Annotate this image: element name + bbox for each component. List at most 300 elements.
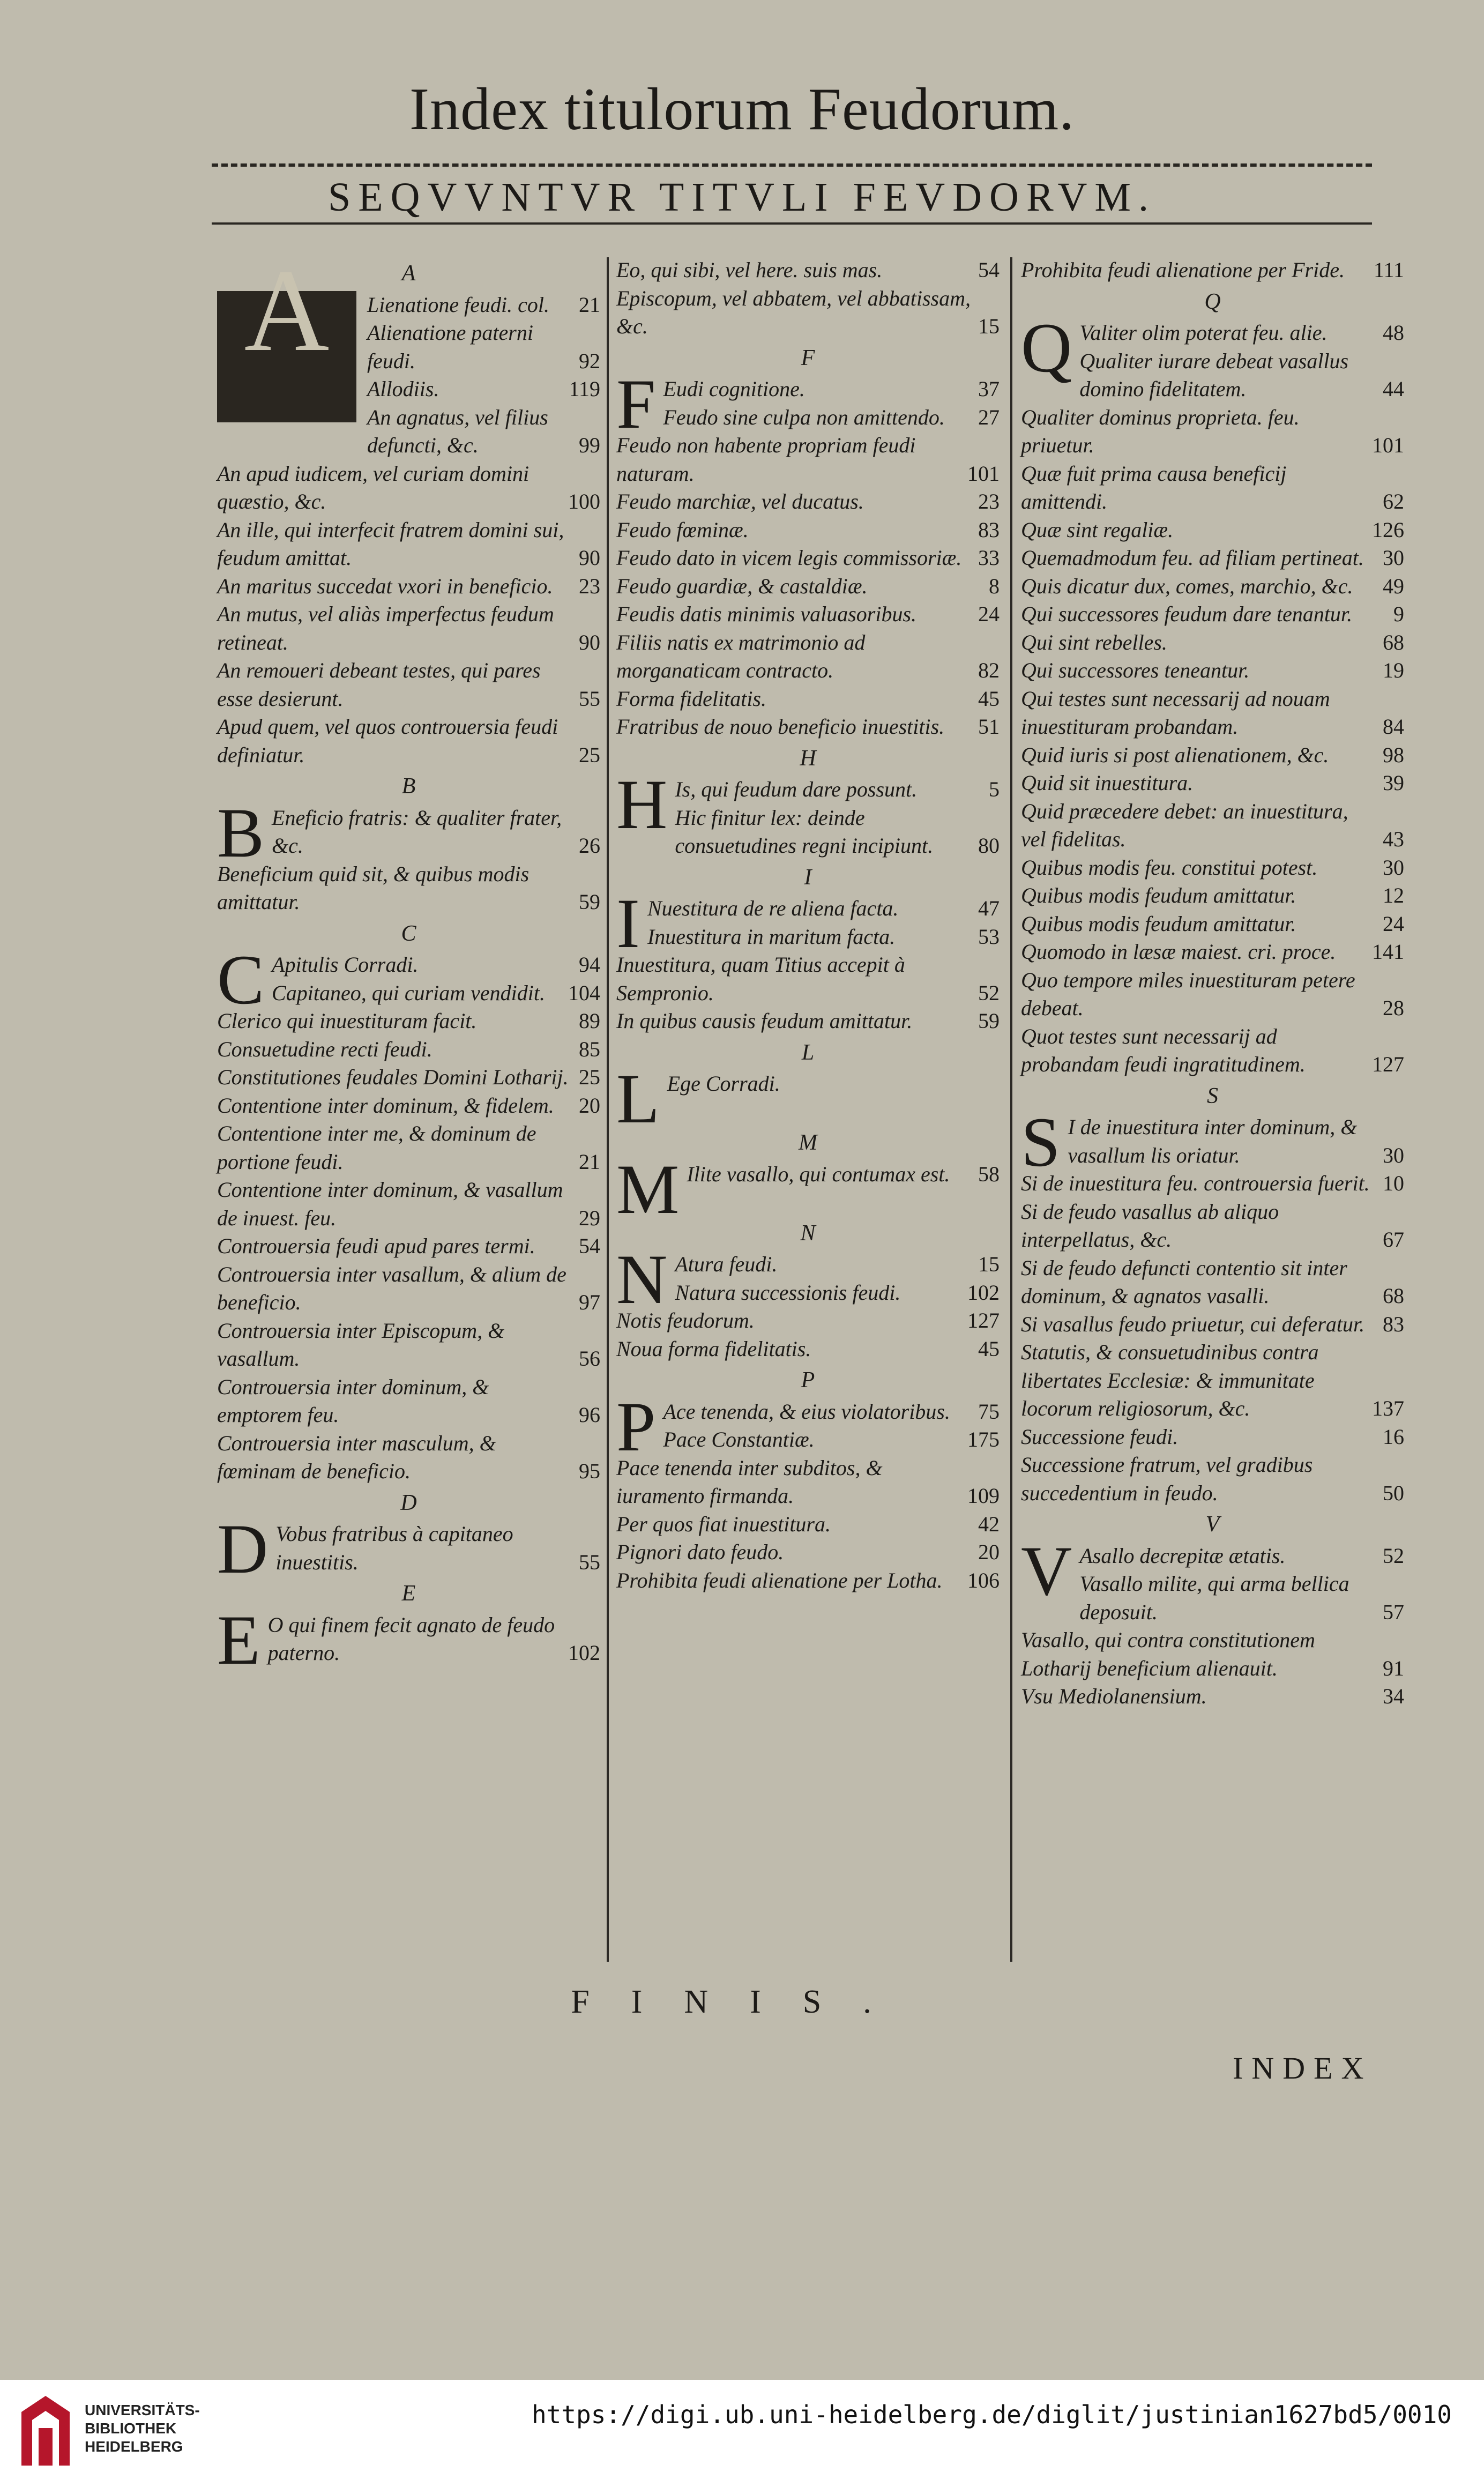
entry-title: Feudo fœminæ. [616, 517, 749, 542]
index-entry [268, 1611, 600, 1667]
index-entry [1021, 1338, 1404, 1423]
entry-column-number: 55 [579, 686, 600, 711]
index-entry [616, 713, 1000, 741]
initial-letter: P [616, 1387, 656, 1466]
index-entry [1021, 1451, 1404, 1507]
section-n [616, 1219, 1000, 1364]
entry-column-number: 53 [978, 924, 1000, 949]
entry-title: Alienatione paterni feudi. [367, 321, 533, 373]
entry-column-number: 59 [978, 1009, 1000, 1033]
title-rule-bottom [212, 222, 1372, 225]
entry-title: Quis dicatur dux, comes, marchio, &c. [1021, 574, 1353, 598]
section-letter: D [400, 1490, 417, 1515]
index-entry [1021, 1023, 1404, 1079]
index-entry [1021, 1626, 1404, 1682]
section-continuation [616, 256, 1000, 341]
section-letter: Q [1204, 289, 1221, 314]
section-h [616, 744, 1000, 860]
index-entry [616, 1567, 1000, 1595]
index-entry [647, 923, 1000, 951]
index-entry [1021, 404, 1404, 460]
entry-title: An agnatus, vel filius defuncti, &c. [367, 405, 548, 457]
initial-letter: Q [1021, 308, 1072, 387]
initial-letter: B [217, 793, 265, 872]
index-entry [675, 1250, 1000, 1279]
entry-title: Beneficium quid sit, & quibus modis amittatur. [217, 861, 530, 914]
column-divider-2 [1010, 257, 1012, 1962]
entry-title: Statutis, & consuetudinibus contra libertates Ecclesiæ: & immunitate locorum religiosorum, &c. [1021, 1340, 1319, 1420]
entry-title: Quibus modis feu. constitui potest. [1021, 855, 1318, 880]
section-letter: L [801, 1040, 815, 1065]
entry-title: Forma fidelitatis. [616, 686, 766, 711]
entry-title: Si de feudo vasallus ab aliquo interpellatus, &c. [1021, 1199, 1279, 1252]
entry-title: Notis feudorum. [616, 1308, 755, 1332]
entry-column-number: 54 [978, 258, 1000, 282]
index-entry [367, 291, 600, 319]
entry-title: Qualiter dominus proprieta. feu. priuetur. [1021, 405, 1300, 457]
entry-column-number: 92 [579, 348, 600, 373]
entry-column-number: 127 [1372, 1052, 1404, 1076]
entry-column-number: 25 [579, 742, 600, 767]
index-entry [616, 285, 1000, 341]
section-s [1021, 1082, 1404, 1508]
entry-title: An apud iudicem, vel curiam domini quæstio, &c. [217, 461, 530, 513]
entry-title: Noua forma fidelitatis. [616, 1336, 811, 1361]
entry-title: Clerico qui inuestituram facit. [217, 1009, 477, 1033]
entry-column-number: 43 [1383, 827, 1404, 851]
index-entry [663, 404, 1000, 432]
entry-column-number: 26 [579, 833, 600, 858]
entry-column-number: 95 [579, 1459, 600, 1483]
section-letter: M [799, 1130, 817, 1155]
entry-title: Quomodo in læsæ maiest. cri. proce. [1021, 940, 1336, 964]
entry-title: In quibus causis feudum amittatur. [616, 1009, 913, 1033]
library-name-line: UNIVERSITÄTS- [85, 2402, 200, 2418]
index-entry [616, 256, 1000, 285]
page-title: Index titulorum Feudorum. [409, 76, 1075, 143]
entry-title: Allodiis. [367, 377, 439, 401]
index-entry [217, 516, 600, 572]
entry-column-number: 59 [579, 890, 600, 914]
entry-column-number: 91 [1383, 1656, 1404, 1680]
index-column-2 [616, 256, 1000, 1595]
initial-letter: V [1021, 1531, 1072, 1610]
entry-title: Eo, qui sibi, vel here. suis mas. [616, 258, 883, 282]
entry-column-number: 51 [978, 714, 1000, 739]
index-entry [616, 1538, 1000, 1567]
section-e [217, 1580, 600, 1679]
entry-column-number: 67 [1383, 1227, 1404, 1252]
entry-title: Qualiter iurare debeat vasallus domino fidelitatem. [1079, 348, 1349, 401]
library-name [85, 2401, 200, 2456]
index-entry [1079, 1570, 1404, 1626]
entry-title: Feudo dato in vicem legis commissoriæ. [616, 546, 962, 570]
entry-column-number: 75 [978, 1399, 1000, 1424]
entry-column-number: 34 [1383, 1684, 1404, 1708]
entry-title: Vasallo milite, qui arma bellica deposuit. [1079, 1572, 1349, 1624]
entry-column-number: 141 [1372, 940, 1404, 964]
entry-column-number: 85 [579, 1037, 600, 1061]
entry-title: Feudo guardiæ, & castaldiæ. [616, 574, 868, 598]
entry-column-number: 30 [1383, 1143, 1404, 1167]
entry-column-number: 29 [579, 1205, 600, 1230]
index-entry [1021, 769, 1404, 798]
index-entry [217, 1036, 600, 1064]
index-entry [616, 488, 1000, 516]
entry-title: Quemadmodum feu. ad filiam pertineat. [1021, 546, 1364, 570]
section-letter: S [1207, 1083, 1218, 1108]
entry-column-number: 102 [568, 1641, 600, 1665]
entry-title: Inuestitura in maritum facta. [647, 924, 896, 949]
entry-column-number: 33 [978, 546, 1000, 570]
entry-title: Vsu Mediolanensium. [1021, 1684, 1207, 1708]
index-entry [275, 1520, 600, 1576]
index-entry [616, 685, 1000, 713]
section-l [616, 1039, 1000, 1138]
index-entry [1021, 657, 1404, 685]
entry-title: Contentione inter dominum, & vasallum de inuest. feu. [217, 1178, 563, 1230]
index-entry [217, 460, 600, 516]
entry-title: Si vasallus feudo priuetur, cui deferatur. [1021, 1312, 1365, 1336]
column-divider-1 [607, 257, 609, 1962]
index-entry [616, 600, 1000, 629]
entry-column-number: 83 [978, 517, 1000, 542]
entry-title: An remoueri debeant testes, qui pares esse desierunt. [217, 658, 541, 711]
initial-letter: A [244, 244, 330, 376]
entry-column-number: 5 [989, 777, 1000, 801]
index-entry [687, 1160, 1000, 1189]
index-entry [272, 979, 600, 1008]
index-entry [1021, 256, 1404, 285]
index-entry [217, 1429, 600, 1486]
index-entry [217, 1261, 600, 1317]
entry-title: Filiis natis ex matrimonio ad morganaticam contracto. [616, 630, 866, 682]
initial-letter: L [616, 1059, 660, 1138]
entry-column-number: 45 [978, 1336, 1000, 1361]
index-entry [647, 895, 1000, 923]
page-url[interactable]: https://digi.ub.uni-heidelberg.de/diglit/justinian1627bd5/0010 [531, 2400, 1452, 2429]
entry-column-number: 106 [967, 1568, 1000, 1592]
entry-column-number: 99 [579, 433, 600, 457]
entry-title: Contentione inter dominum, & fidelem. [217, 1093, 554, 1118]
index-entry [1021, 460, 1404, 516]
entry-title: Pignori dato feudo. [616, 1540, 784, 1564]
entry-title: Valiter olim poterat feu. alie. [1079, 321, 1328, 345]
index-entry [217, 600, 600, 657]
index-entry [616, 951, 1000, 1007]
index-entry [663, 1398, 1000, 1426]
entry-title: Controuersia feudi apud pares termi. [217, 1234, 535, 1258]
index-entry [1021, 572, 1404, 601]
entry-column-number: 47 [978, 896, 1000, 920]
entry-column-number: 30 [1383, 855, 1404, 880]
index-entry [1021, 1198, 1404, 1254]
section-d [217, 1489, 600, 1588]
entry-title: Lienatione feudi. col. [367, 292, 549, 317]
section-p [616, 1366, 1000, 1595]
entry-column-number: 97 [579, 1290, 600, 1314]
entry-column-number: 127 [967, 1308, 1000, 1332]
index-entry [1021, 798, 1404, 854]
index-entry [217, 1007, 600, 1036]
section-letter: C [401, 921, 416, 946]
entry-title: Qui sint rebelles. [1021, 630, 1167, 654]
entry-column-number: 49 [1383, 574, 1404, 598]
entry-column-number: 126 [1372, 517, 1404, 542]
index-column-1 [217, 244, 600, 1679]
entry-column-number: 98 [1383, 742, 1404, 767]
index-entry [1021, 741, 1404, 770]
entry-column-number: 96 [579, 1403, 600, 1427]
section-b [217, 772, 600, 917]
entry-title: Eneficio fratris: & qualiter frater, &c. [272, 805, 562, 858]
finis-text: FINIS. [571, 1984, 913, 2020]
index-entry [1021, 600, 1404, 629]
entry-column-number: 21 [579, 1149, 600, 1174]
entry-title: Ace tenenda, & eius violatoribus. [663, 1399, 950, 1424]
entry-column-number: 44 [1383, 377, 1404, 401]
index-entry [616, 544, 1000, 572]
initial-letter: N [616, 1240, 668, 1319]
section-letter: P [801, 1368, 815, 1393]
index-entry [217, 1120, 600, 1176]
entry-title: Controuersia inter vasallum, & alium de beneficio. [217, 1262, 566, 1314]
index-entry [663, 1426, 1000, 1454]
entry-title: Quo tempore miles inuestituram petere debeat. [1021, 967, 1355, 1020]
index-entry [616, 1454, 1000, 1510]
entry-column-number: 52 [1383, 1543, 1404, 1568]
index-entry [1021, 882, 1404, 910]
section-i [616, 863, 1000, 1036]
entry-title: Pace Constantiæ. [663, 1427, 815, 1451]
entry-column-number: 111 [1373, 258, 1404, 282]
entry-column-number: 30 [1383, 546, 1404, 570]
page-subtitle: SEQVVNTVR TITVLI FEVDORVM. [327, 175, 1157, 220]
entry-title: Prohibita feudi alienatione per Lotha. [616, 1568, 943, 1592]
index-entry [1021, 544, 1404, 572]
entry-column-number: 39 [1383, 771, 1404, 795]
index-entry [1021, 685, 1404, 741]
index-entry [1021, 629, 1404, 657]
section-q [1021, 288, 1404, 1079]
entry-title: Ilite vasallo, qui contumax est. [687, 1161, 950, 1186]
entry-column-number: 27 [978, 405, 1000, 429]
index-entry [1021, 1682, 1404, 1711]
entry-column-number: 58 [978, 1161, 1000, 1186]
index-entry [1079, 1542, 1404, 1570]
entry-column-number: 54 [579, 1234, 600, 1258]
entry-column-number: 20 [978, 1540, 1000, 1564]
entry-title: Successione feudi. [1021, 1424, 1179, 1449]
index-entry [663, 375, 1000, 404]
entry-column-number: 90 [579, 546, 600, 570]
entry-title: Eudi cognitione. [663, 377, 805, 401]
index-entry [675, 804, 1000, 860]
entry-title: Quid iuris si post alienationem, &c. [1021, 742, 1329, 767]
entry-title: Feudis datis minimis valuasoribus. [616, 602, 917, 626]
entry-column-number: 56 [579, 1346, 600, 1371]
entry-title: Feudo non habente propriam feudi naturam. [616, 433, 916, 486]
entry-title: Contentione inter me, & dominum de portione feudi. [217, 1121, 536, 1174]
entry-column-number: 137 [1372, 1396, 1404, 1420]
entry-column-number: 104 [568, 980, 600, 1005]
entry-title: Si de inuestitura feu. controuersia fuerit. [1021, 1171, 1370, 1195]
initial-letter: E [217, 1600, 260, 1679]
section-a [217, 244, 600, 769]
index-entry [217, 657, 600, 713]
entry-column-number: 37 [978, 377, 1000, 401]
index-entry [367, 404, 600, 460]
entry-title: Quæ sint regaliæ. [1021, 517, 1174, 542]
index-entry [1021, 910, 1404, 939]
entry-column-number: 12 [1383, 883, 1404, 907]
section-f [616, 344, 1000, 741]
entry-title: Consuetudine recti feudi. [217, 1037, 432, 1061]
entry-column-number: 8 [989, 574, 1000, 598]
entry-title: An maritus succedat vxori in beneficio. [217, 574, 553, 598]
entry-column-number: 10 [1383, 1171, 1404, 1195]
entry-column-number: 84 [1383, 714, 1404, 739]
entry-title: Nuestitura de re aliena facta. [647, 896, 899, 920]
entry-title: Si de feudo defuncti contentio sit inter dominum, & agnatos vasalli. [1021, 1255, 1347, 1308]
library-name-line: BIBLIOTHEK [85, 2420, 177, 2437]
entry-column-number: 24 [1383, 911, 1404, 936]
entry-column-number: 28 [1383, 996, 1404, 1020]
entry-title: O qui finem fecit agnato de feudo paterno. [267, 1612, 555, 1665]
entry-column-number: 100 [568, 489, 600, 513]
entry-column-number: 90 [579, 630, 600, 654]
index-entry [367, 319, 600, 375]
index-entry [616, 1335, 1000, 1364]
entry-title: Per quos fiat inuestitura. [616, 1511, 831, 1536]
index-entry [217, 1176, 600, 1232]
index-entry [1068, 1113, 1404, 1170]
initial-letter: D [217, 1509, 269, 1588]
entry-title: Inuestitura, quam Titius accepit à Sempronio. [616, 952, 905, 1005]
entry-title: Ege Corradi. [667, 1071, 780, 1096]
index-entry [367, 375, 600, 404]
section-letter: I [804, 865, 812, 890]
section-letter: E [401, 1581, 416, 1606]
entry-column-number: 68 [1383, 1284, 1404, 1308]
entry-title: An ille, qui interfecit fratrem domini sui, feudum amittat. [217, 517, 564, 570]
entry-title: Feudo sine culpa non amittendo. [663, 405, 945, 429]
entry-column-number: 20 [579, 1093, 600, 1118]
initial-letter: C [217, 940, 265, 1019]
index-entry [217, 1373, 600, 1429]
initial-letter: S [1021, 1103, 1061, 1181]
initial-letter: H [616, 765, 668, 844]
entry-column-number: 101 [1372, 433, 1404, 457]
entry-title: Vobus fratribus à capitaneo inuestitis. [275, 1522, 513, 1574]
title-rule-top [212, 163, 1372, 167]
entry-title: Is, qui feudum dare possunt. [675, 777, 918, 801]
entry-title: Quid præcedere debet: an inuestitura, vel fidelitas. [1021, 799, 1348, 851]
index-entry [217, 713, 600, 769]
library-name-line: HEIDELBERG [85, 2438, 183, 2455]
entry-column-number: 16 [1383, 1424, 1404, 1449]
index-entry [217, 1092, 600, 1120]
entry-column-number: 57 [1383, 1599, 1404, 1624]
entry-column-number: 68 [1383, 630, 1404, 654]
index-entry [217, 572, 600, 601]
index-entry [1079, 347, 1404, 404]
entry-column-number: 83 [1383, 1312, 1404, 1336]
entry-column-number: 25 [579, 1065, 600, 1089]
entry-title: Vasallo, qui contra constitutionem Lotharij beneficium alienauit. [1021, 1628, 1315, 1680]
section-letter: F [801, 345, 815, 370]
entry-title: Qui successores feudum dare tenantur. [1021, 602, 1353, 626]
index-entry [1021, 966, 1404, 1023]
section-c [217, 920, 600, 1486]
footer-bar [0, 2380, 1484, 2487]
entry-title: Quibus modis feudum amittatur. [1021, 911, 1296, 936]
section-m [616, 1129, 1000, 1228]
entry-title: An mutus, vel aliàs imperfectus feudum retineat. [217, 602, 554, 654]
entry-column-number: 119 [569, 377, 600, 401]
entry-title: Episcopum, vel abbatem, vel abbatissam, &c. [616, 286, 971, 338]
index-entry [1021, 516, 1404, 545]
entry-title: Apitulis Corradi. [272, 952, 419, 977]
section-letter: H [800, 746, 816, 771]
index-entry [217, 860, 600, 917]
index-entry [675, 776, 1000, 804]
entry-title: Feudo marchiæ, vel ducatus. [616, 489, 864, 513]
entry-title: Constitutiones feudales Domini Lotharij. [217, 1065, 569, 1089]
entry-column-number: 109 [967, 1484, 1000, 1508]
entry-column-number: 42 [978, 1511, 1000, 1536]
decorated-initial [217, 244, 356, 422]
entry-title: Quæ fuit prima causa beneficij amittendi. [1021, 461, 1287, 513]
index-entry [616, 1007, 1000, 1036]
section-continuation [1021, 256, 1404, 285]
entry-title: Hic finitur lex: deinde consuetudines regni incipiunt. [675, 805, 934, 858]
index-entry [1021, 938, 1404, 966]
section-letter: B [401, 774, 416, 799]
entry-column-number: 55 [579, 1550, 600, 1574]
entry-title: I de inuestitura inter dominum, & vasallum lis oriatur. [1068, 1115, 1358, 1167]
entry-title: Quibus modis feudum amittatur. [1021, 883, 1296, 907]
entry-title: Fratribus de nouo beneficio inuestitis. [616, 714, 945, 739]
index-entry [1021, 854, 1404, 882]
entry-title: Qui successores teneantur. [1021, 658, 1250, 682]
entry-title: Pace tenenda inter subditos, & iuramento firmanda. [616, 1455, 883, 1508]
entry-title: Successione fratrum, vel gradibus succedentium in feudo. [1021, 1453, 1313, 1505]
index-entry [616, 516, 1000, 545]
entry-column-number: 62 [1383, 489, 1404, 513]
entry-title: Asallo decrepitæ ætatis. [1079, 1543, 1286, 1568]
index-entry [616, 431, 1000, 488]
index-entry [272, 804, 600, 860]
initial-letter: I [616, 884, 640, 963]
index-entry [667, 1070, 1000, 1098]
entry-column-number: 45 [978, 686, 1000, 711]
section-v [1021, 1510, 1404, 1711]
section-letter: N [800, 1220, 816, 1246]
initial-letter: F [616, 364, 656, 443]
entry-column-number: 19 [1383, 658, 1404, 682]
entry-title: Apud quem, vel quos controuersia feudi definiatur. [217, 714, 558, 767]
section-letter: V [1205, 1512, 1220, 1537]
index-entry [1021, 1170, 1404, 1198]
entry-column-number: 52 [978, 980, 1000, 1005]
catchword: INDEX [1233, 2051, 1373, 2086]
entry-column-number: 23 [978, 489, 1000, 513]
entry-column-number: 80 [978, 833, 1000, 858]
library-logo-icon [16, 2391, 75, 2471]
entry-column-number: 102 [967, 1280, 1000, 1305]
entry-column-number: 21 [579, 292, 600, 317]
